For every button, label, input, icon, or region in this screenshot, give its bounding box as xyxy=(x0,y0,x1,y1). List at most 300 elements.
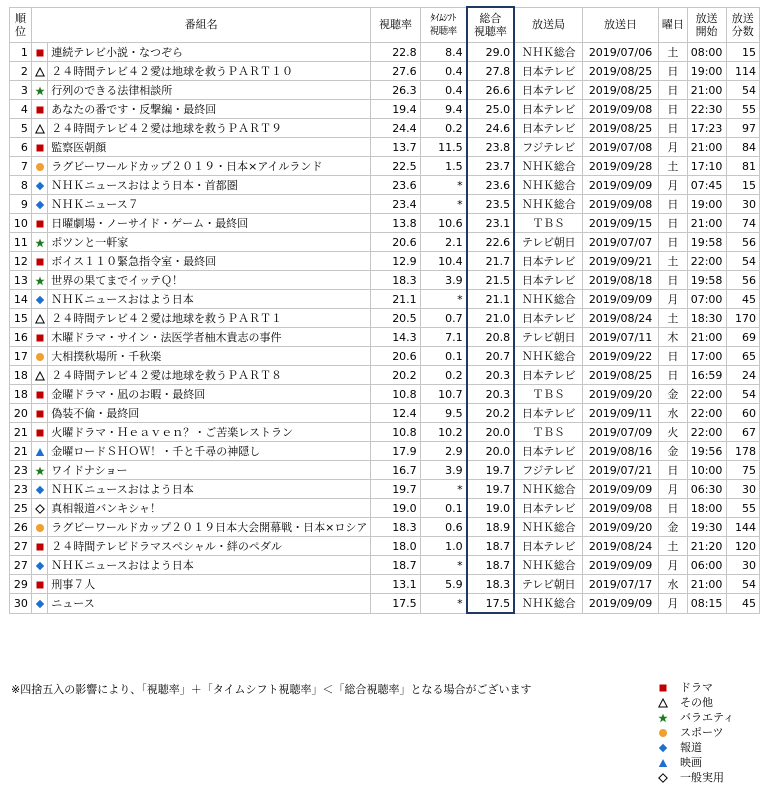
weekday-cell: 水 xyxy=(659,575,687,594)
station-cell: 日本テレビ xyxy=(514,119,582,138)
minutes-cell: 45 xyxy=(726,594,759,614)
rating-cell: 27.6 xyxy=(371,62,420,81)
program-title-cell: ラグビーワールドカップ２０１９・日本×アイルランド xyxy=(48,157,371,176)
date-cell: 2019/07/17 xyxy=(582,575,658,594)
table-row xyxy=(10,138,760,157)
category-cell xyxy=(31,385,47,404)
start-time-cell: 19:00 xyxy=(687,62,726,81)
total-rating-cell: 19.7 xyxy=(467,461,515,480)
program-title-cell: ＮＨＫニュースおはよう日本 xyxy=(48,480,371,499)
sports-category-icon xyxy=(35,162,45,172)
date-cell: 2019/08/25 xyxy=(582,62,658,81)
total-rating-cell: 23.6 xyxy=(467,176,515,195)
rating-cell: 14.3 xyxy=(371,328,420,347)
rank-cell: 3 xyxy=(10,81,32,100)
minutes-cell: 114 xyxy=(726,62,759,81)
header-timeshift: ﾀｲﾑｼﾌﾄ 視聴率 xyxy=(420,7,466,43)
drama-category-icon xyxy=(35,580,45,590)
legend-item-variety xyxy=(658,710,734,725)
total-rating-cell: 18.9 xyxy=(467,518,515,537)
start-time-cell: 07:45 xyxy=(687,176,726,195)
rank-cell: 30 xyxy=(10,594,32,614)
station-cell: ＮＨＫ総合 xyxy=(514,43,582,62)
table-row xyxy=(10,271,760,290)
date-cell: 2019/09/22 xyxy=(582,347,658,366)
start-time-cell: 19:30 xyxy=(687,518,726,537)
movie-category-icon xyxy=(658,758,668,768)
weekday-cell: 日 xyxy=(659,499,687,518)
rating-cell: 26.3 xyxy=(371,81,420,100)
rating-cell: 19.7 xyxy=(371,480,420,499)
minutes-cell: 65 xyxy=(726,347,759,366)
date-cell: 2019/07/06 xyxy=(582,43,658,62)
header-minutes: 放送 分数 xyxy=(726,7,759,43)
total-rating-cell: 20.7 xyxy=(467,347,515,366)
total-rating-cell: 20.0 xyxy=(467,442,515,461)
timeshift-cell: 7.1 xyxy=(420,328,466,347)
minutes-cell: 30 xyxy=(726,556,759,575)
start-time-cell: 16:59 xyxy=(687,366,726,385)
weekday-cell: 月 xyxy=(659,176,687,195)
header-weekday: 曜日 xyxy=(659,7,687,43)
weekday-cell: 月 xyxy=(659,480,687,499)
table-row xyxy=(10,176,760,195)
ranking-table-wrapper xyxy=(9,6,760,614)
total-rating-cell: 18.3 xyxy=(467,575,515,594)
category-cell xyxy=(31,62,47,81)
station-cell: ＮＨＫ総合 xyxy=(514,176,582,195)
minutes-cell: 69 xyxy=(726,328,759,347)
program-title-cell: 金曜ロードＳＨＯＷ！・千と千尋の神隠し xyxy=(48,442,371,461)
table-row xyxy=(10,347,760,366)
timeshift-cell: 3.9 xyxy=(420,461,466,480)
minutes-cell: 30 xyxy=(726,480,759,499)
rank-cell: 21 xyxy=(10,423,32,442)
minutes-cell: 120 xyxy=(726,537,759,556)
drama-category-icon xyxy=(35,428,45,438)
total-rating-cell: 18.7 xyxy=(467,537,515,556)
table-row xyxy=(10,537,760,556)
rank-cell: 5 xyxy=(10,119,32,138)
rating-cell: 18.3 xyxy=(371,271,420,290)
timeshift-cell: 9.4 xyxy=(420,100,466,119)
station-cell: 日本テレビ xyxy=(514,537,582,556)
timeshift-cell: 5.9 xyxy=(420,575,466,594)
rating-cell: 18.3 xyxy=(371,518,420,537)
category-cell xyxy=(31,252,47,271)
station-cell: フジテレビ xyxy=(514,138,582,157)
ranking-table xyxy=(9,6,760,614)
program-title-cell: あなたの番です・反撃編・最終回 xyxy=(48,100,371,119)
minutes-cell: 30 xyxy=(726,195,759,214)
timeshift-cell: 0.1 xyxy=(420,499,466,518)
rank-cell: 26 xyxy=(10,518,32,537)
rating-cell: 18.7 xyxy=(371,556,420,575)
sports-category-icon xyxy=(35,352,45,362)
rating-cell: 10.8 xyxy=(371,385,420,404)
station-cell: 日本テレビ xyxy=(514,309,582,328)
minutes-cell: 74 xyxy=(726,214,759,233)
minutes-cell: 84 xyxy=(726,138,759,157)
rank-cell: 16 xyxy=(10,328,32,347)
timeshift-cell: * xyxy=(420,290,466,309)
program-title-cell: ラグビーワールドカップ２０１９日本大会開幕戦・日本×ロシア xyxy=(48,518,371,537)
date-cell: 2019/07/08 xyxy=(582,138,658,157)
legend-item-general xyxy=(658,770,734,785)
start-time-cell: 19:56 xyxy=(687,442,726,461)
sports-category-icon xyxy=(658,728,668,738)
category-cell xyxy=(31,81,47,100)
start-time-cell: 19:58 xyxy=(687,271,726,290)
weekday-cell: 日 xyxy=(659,81,687,100)
timeshift-cell: 0.7 xyxy=(420,309,466,328)
date-cell: 2019/09/20 xyxy=(582,385,658,404)
start-time-cell: 07:00 xyxy=(687,290,726,309)
table-row xyxy=(10,594,760,614)
weekday-cell: 土 xyxy=(659,157,687,176)
rank-cell: 20 xyxy=(10,404,32,423)
weekday-cell: 水 xyxy=(659,404,687,423)
station-cell: 日本テレビ xyxy=(514,100,582,119)
start-time-cell: 17:00 xyxy=(687,347,726,366)
date-cell: 2019/09/20 xyxy=(582,518,658,537)
rating-cell: 10.8 xyxy=(371,423,420,442)
start-time-cell: 21:00 xyxy=(687,575,726,594)
total-rating-cell: 18.7 xyxy=(467,556,515,575)
minutes-cell: 97 xyxy=(726,119,759,138)
table-row xyxy=(10,290,760,309)
news-category-icon xyxy=(35,295,45,305)
program-title-cell: ２４時間テレビ４２愛は地球を救うＰＡＲＴ８ xyxy=(48,366,371,385)
station-cell: ＮＨＫ総合 xyxy=(514,480,582,499)
start-time-cell: 22:30 xyxy=(687,100,726,119)
category-cell xyxy=(31,518,47,537)
table-row xyxy=(10,119,760,138)
start-time-cell: 10:00 xyxy=(687,461,726,480)
rating-cell: 20.6 xyxy=(371,347,420,366)
variety-category-icon xyxy=(35,466,45,476)
minutes-cell: 81 xyxy=(726,157,759,176)
rank-cell: 4 xyxy=(10,100,32,119)
category-cell xyxy=(31,328,47,347)
table-row xyxy=(10,233,760,252)
date-cell: 2019/09/08 xyxy=(582,195,658,214)
timeshift-cell: 0.6 xyxy=(420,518,466,537)
date-cell: 2019/07/21 xyxy=(582,461,658,480)
minutes-cell: 54 xyxy=(726,81,759,100)
program-title-cell: 連続テレビ小説・なつぞら xyxy=(48,43,371,62)
category-cell xyxy=(31,100,47,119)
program-title-cell: ２４時間テレビ４２愛は地球を救うＰＡＲＴ９ xyxy=(48,119,371,138)
legend-item-sports xyxy=(658,725,734,740)
minutes-cell: 56 xyxy=(726,233,759,252)
minutes-cell: 55 xyxy=(726,499,759,518)
date-cell: 2019/09/15 xyxy=(582,214,658,233)
table-row xyxy=(10,575,760,594)
header-rating: 視聴率 xyxy=(371,7,420,43)
date-cell: 2019/09/08 xyxy=(582,499,658,518)
date-cell: 2019/09/09 xyxy=(582,290,658,309)
date-cell: 2019/09/08 xyxy=(582,100,658,119)
rating-cell: 19.0 xyxy=(371,499,420,518)
rank-cell: 11 xyxy=(10,233,32,252)
minutes-cell: 15 xyxy=(726,176,759,195)
weekday-cell: 月 xyxy=(659,138,687,157)
start-time-cell: 19:00 xyxy=(687,195,726,214)
station-cell: ＴＢＳ xyxy=(514,423,582,442)
date-cell: 2019/07/09 xyxy=(582,423,658,442)
drama-category-icon xyxy=(35,219,45,229)
minutes-cell: 56 xyxy=(726,271,759,290)
program-title-cell: 真相報道バンキシャ！ xyxy=(48,499,371,518)
station-cell: ＮＨＫ総合 xyxy=(514,594,582,614)
total-rating-cell: 23.7 xyxy=(467,157,515,176)
weekday-cell: 日 xyxy=(659,214,687,233)
drama-category-icon xyxy=(35,143,45,153)
other-category-icon xyxy=(35,371,45,381)
start-time-cell: 18:30 xyxy=(687,309,726,328)
station-cell: ＮＨＫ総合 xyxy=(514,290,582,309)
table-row xyxy=(10,556,760,575)
category-cell xyxy=(31,119,47,138)
station-cell: テレビ朝日 xyxy=(514,233,582,252)
date-cell: 2019/08/25 xyxy=(582,81,658,100)
station-cell: テレビ朝日 xyxy=(514,575,582,594)
minutes-cell: 60 xyxy=(726,404,759,423)
legend-label: 報道 xyxy=(680,741,702,754)
other-category-icon xyxy=(35,124,45,134)
timeshift-cell: 0.4 xyxy=(420,62,466,81)
total-rating-cell: 19.7 xyxy=(467,480,515,499)
timeshift-cell: * xyxy=(420,594,466,614)
program-title-cell: 火曜ドラマ・Ｈｅａｖｅｎ？・ご苦楽レストラン xyxy=(48,423,371,442)
start-time-cell: 22:00 xyxy=(687,423,726,442)
category-cell xyxy=(31,138,47,157)
station-cell: ＮＨＫ総合 xyxy=(514,195,582,214)
drama-category-icon xyxy=(35,409,45,419)
station-cell: 日本テレビ xyxy=(514,366,582,385)
header-station: 放送局 xyxy=(514,7,582,43)
total-rating-cell: 21.7 xyxy=(467,252,515,271)
program-title-cell: ポツンと一軒家 xyxy=(48,233,371,252)
timeshift-cell: 1.0 xyxy=(420,537,466,556)
start-time-cell: 21:00 xyxy=(687,138,726,157)
news-category-icon xyxy=(658,743,668,753)
program-title-cell: ２４時間テレビ４２愛は地球を救うＰＡＲＴ１０ xyxy=(48,62,371,81)
station-cell: フジテレビ xyxy=(514,461,582,480)
program-title-cell: 金曜ドラマ・凪のお暇・最終回 xyxy=(48,385,371,404)
rating-cell: 13.7 xyxy=(371,138,420,157)
category-cell xyxy=(31,271,47,290)
timeshift-cell: 0.1 xyxy=(420,347,466,366)
program-title-cell: 監察医朝顔 xyxy=(48,138,371,157)
legend-label: スポーツ xyxy=(680,726,724,739)
category-cell xyxy=(31,480,47,499)
rank-cell: 13 xyxy=(10,271,32,290)
start-time-cell: 17:10 xyxy=(687,157,726,176)
station-cell: ＴＢＳ xyxy=(514,385,582,404)
station-cell: 日本テレビ xyxy=(514,499,582,518)
legend-item-drama xyxy=(658,680,734,695)
program-title-cell: ２４時間テレビドラマスペシャル・絆のペダル xyxy=(48,537,371,556)
category-cell xyxy=(31,309,47,328)
minutes-cell: 54 xyxy=(726,385,759,404)
timeshift-cell: 0.2 xyxy=(420,119,466,138)
program-title-cell: ワイドナショー xyxy=(48,461,371,480)
category-cell xyxy=(31,594,47,614)
date-cell: 2019/07/11 xyxy=(582,328,658,347)
rating-cell: 16.7 xyxy=(371,461,420,480)
timeshift-cell: 10.2 xyxy=(420,423,466,442)
category-cell xyxy=(31,575,47,594)
minutes-cell: 75 xyxy=(726,461,759,480)
other-category-icon xyxy=(35,67,45,77)
weekday-cell: 金 xyxy=(659,442,687,461)
program-title-cell: 木曜ドラマ・サイン・法医学者柚木貴志の事件 xyxy=(48,328,371,347)
total-rating-cell: 29.0 xyxy=(467,43,515,62)
weekday-cell: 土 xyxy=(659,309,687,328)
station-cell: ＮＨＫ総合 xyxy=(514,157,582,176)
program-title-cell: ボイス１１０緊急指令室・最終回 xyxy=(48,252,371,271)
rating-cell: 20.5 xyxy=(371,309,420,328)
legend-item-other xyxy=(658,695,734,710)
weekday-cell: 土 xyxy=(659,537,687,556)
rank-cell: 7 xyxy=(10,157,32,176)
station-cell: ＴＢＳ xyxy=(514,214,582,233)
table-row xyxy=(10,385,760,404)
legend-label: 映画 xyxy=(680,756,702,769)
table-row xyxy=(10,461,760,480)
legend-label: 一般実用 xyxy=(680,771,724,784)
variety-category-icon xyxy=(35,276,45,286)
program-title-cell: ニュース xyxy=(48,594,371,614)
total-rating-cell: 19.0 xyxy=(467,499,515,518)
start-time-cell: 08:00 xyxy=(687,43,726,62)
station-cell: 日本テレビ xyxy=(514,62,582,81)
weekday-cell: 日 xyxy=(659,195,687,214)
station-cell: 日本テレビ xyxy=(514,404,582,423)
date-cell: 2019/09/28 xyxy=(582,157,658,176)
date-cell: 2019/07/07 xyxy=(582,233,658,252)
weekday-cell: 木 xyxy=(659,328,687,347)
minutes-cell: 67 xyxy=(726,423,759,442)
minutes-cell: 24 xyxy=(726,366,759,385)
rank-cell: 27 xyxy=(10,537,32,556)
table-row xyxy=(10,366,760,385)
variety-category-icon xyxy=(35,238,45,248)
total-rating-cell: 22.6 xyxy=(467,233,515,252)
total-rating-cell: 23.1 xyxy=(467,214,515,233)
start-time-cell: 22:00 xyxy=(687,252,726,271)
rank-cell: 2 xyxy=(10,62,32,81)
program-title-cell: 行列のできる法律相談所 xyxy=(48,81,371,100)
general-category-icon xyxy=(658,773,668,783)
other-category-icon xyxy=(658,698,668,708)
category-cell xyxy=(31,290,47,309)
total-rating-cell: 20.3 xyxy=(467,366,515,385)
table-row xyxy=(10,309,760,328)
news-category-icon xyxy=(35,181,45,191)
total-rating-cell: 21.1 xyxy=(467,290,515,309)
timeshift-cell: 10.4 xyxy=(420,252,466,271)
table-row xyxy=(10,404,760,423)
drama-category-icon xyxy=(35,390,45,400)
header-date: 放送日 xyxy=(582,7,658,43)
table-row xyxy=(10,328,760,347)
station-cell: テレビ朝日 xyxy=(514,328,582,347)
header-title: 番組名 xyxy=(31,7,371,43)
minutes-cell: 55 xyxy=(726,100,759,119)
date-cell: 2019/09/09 xyxy=(582,556,658,575)
legend-label: その他 xyxy=(680,696,713,709)
total-rating-cell: 20.0 xyxy=(467,423,515,442)
start-time-cell: 06:30 xyxy=(687,480,726,499)
table-row xyxy=(10,518,760,537)
program-title-cell: ＮＨＫニュースおはよう日本 xyxy=(48,556,371,575)
start-time-cell: 21:20 xyxy=(687,537,726,556)
start-time-cell: 17:23 xyxy=(687,119,726,138)
rank-cell: 9 xyxy=(10,195,32,214)
rating-cell: 18.0 xyxy=(371,537,420,556)
date-cell: 2019/08/16 xyxy=(582,442,658,461)
rating-cell: 19.4 xyxy=(371,100,420,119)
program-title-cell: ２４時間テレビ４２愛は地球を救うＰＡＲＴ１ xyxy=(48,309,371,328)
rating-cell: 22.5 xyxy=(371,157,420,176)
news-category-icon xyxy=(35,561,45,571)
start-time-cell: 21:00 xyxy=(687,81,726,100)
station-cell: 日本テレビ xyxy=(514,271,582,290)
table-row xyxy=(10,442,760,461)
weekday-cell: 日 xyxy=(659,366,687,385)
date-cell: 2019/08/24 xyxy=(582,537,658,556)
date-cell: 2019/08/25 xyxy=(582,119,658,138)
header-rank: 順 位 xyxy=(10,7,32,43)
rank-cell: 27 xyxy=(10,556,32,575)
date-cell: 2019/09/11 xyxy=(582,404,658,423)
timeshift-cell: 11.5 xyxy=(420,138,466,157)
table-row xyxy=(10,62,760,81)
minutes-cell: 45 xyxy=(726,290,759,309)
date-cell: 2019/09/09 xyxy=(582,480,658,499)
weekday-cell: 日 xyxy=(659,233,687,252)
rating-cell: 23.4 xyxy=(371,195,420,214)
weekday-cell: 日 xyxy=(659,461,687,480)
start-time-cell: 21:00 xyxy=(687,214,726,233)
rank-cell: 18 xyxy=(10,385,32,404)
table-row xyxy=(10,480,760,499)
program-title-cell: 世界の果てまでイッテＱ！ xyxy=(48,271,371,290)
minutes-cell: 178 xyxy=(726,442,759,461)
sports-category-icon xyxy=(35,523,45,533)
weekday-cell: 月 xyxy=(659,290,687,309)
weekday-cell: 日 xyxy=(659,62,687,81)
minutes-cell: 170 xyxy=(726,309,759,328)
timeshift-cell: 9.5 xyxy=(420,404,466,423)
rank-cell: 8 xyxy=(10,176,32,195)
date-cell: 2019/09/21 xyxy=(582,252,658,271)
category-cell xyxy=(31,176,47,195)
movie-category-icon xyxy=(35,447,45,457)
rating-cell: 17.9 xyxy=(371,442,420,461)
category-cell xyxy=(31,461,47,480)
drama-category-icon xyxy=(35,48,45,58)
drama-category-icon xyxy=(35,105,45,115)
rank-cell: 18 xyxy=(10,366,32,385)
table-row xyxy=(10,252,760,271)
rank-cell: 14 xyxy=(10,290,32,309)
category-cell xyxy=(31,214,47,233)
total-rating-cell: 23.8 xyxy=(467,138,515,157)
